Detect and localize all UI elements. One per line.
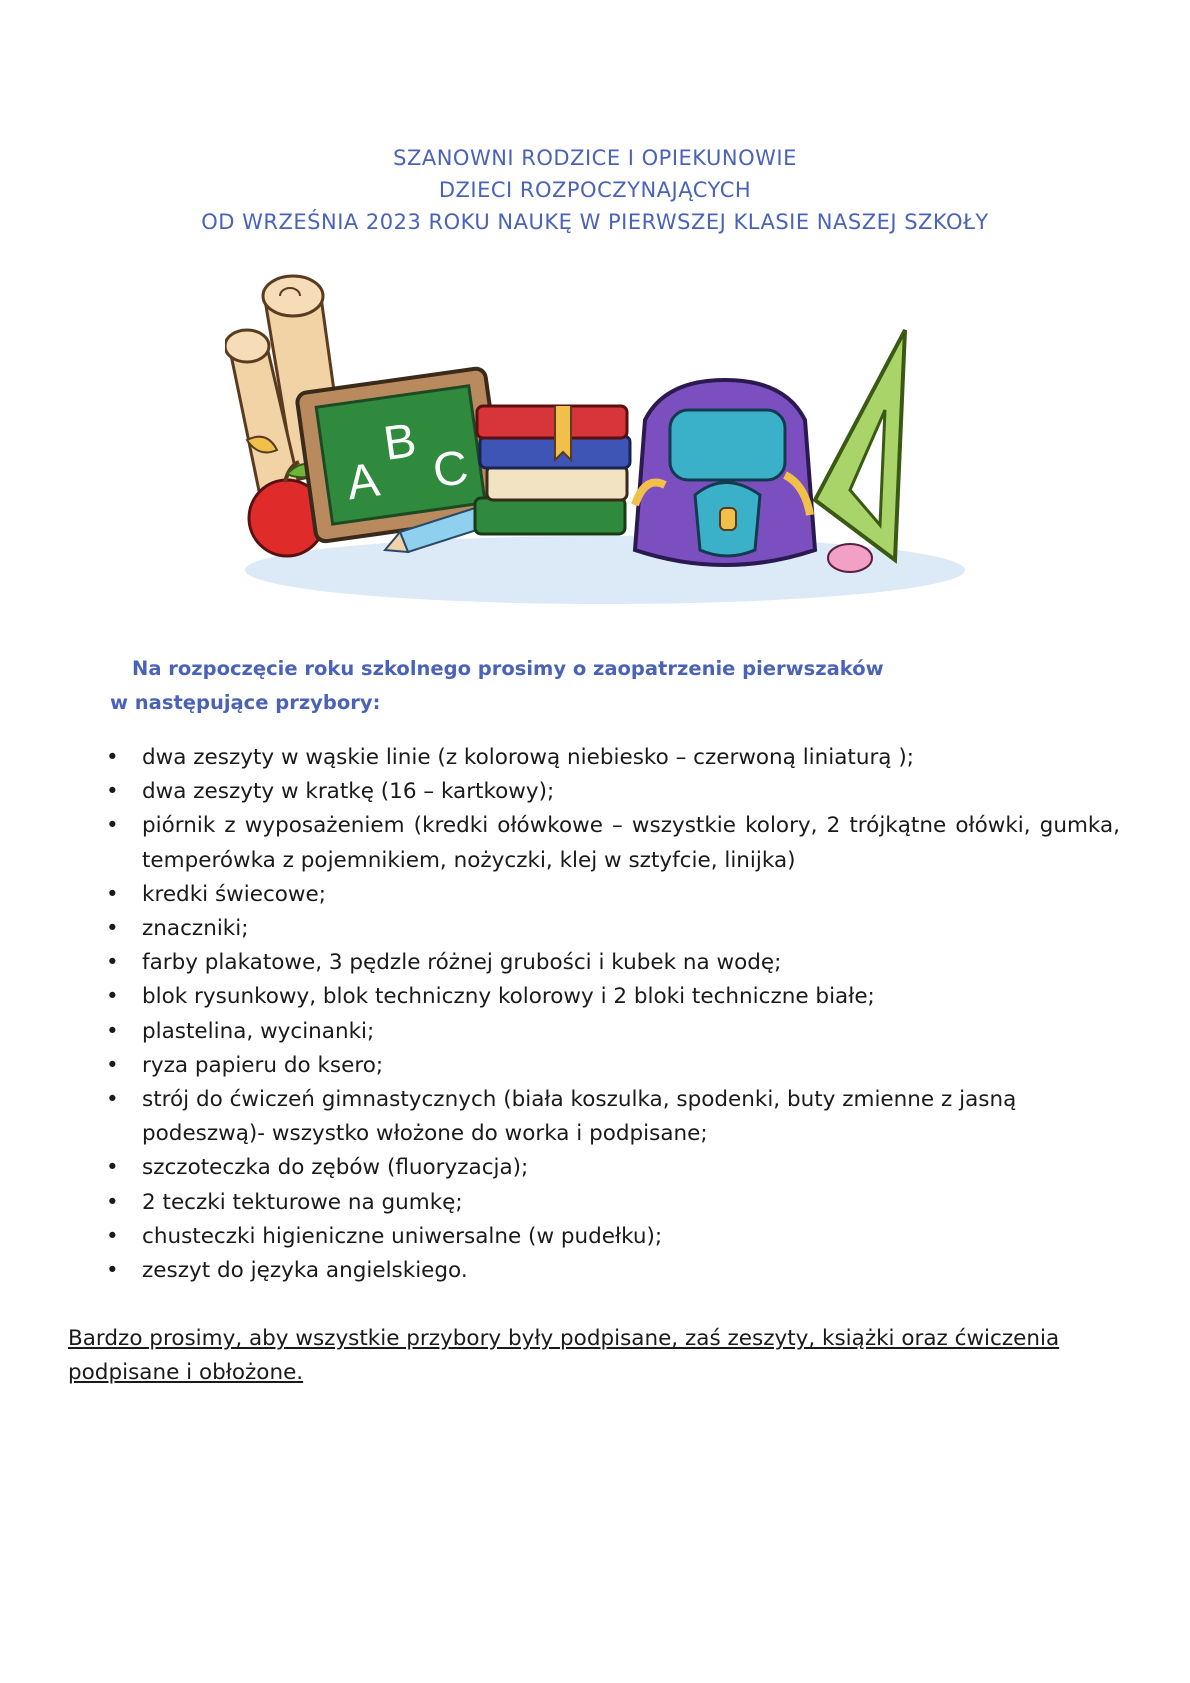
list-item: • znaczniki; [106, 916, 249, 942]
list-item: • blok rysunkowy, blok techniczny kolorowy i 2 bloki techniczne białe; [106, 984, 875, 1010]
list-item: • kredki świecowe; [106, 881, 326, 907]
list-item: • szczoteczka do zębów (fluoryzacja); [106, 1155, 529, 1181]
eraser-icon [828, 544, 872, 572]
closing-note: Bardzo prosimy, aby wszystkie przybory były podpisane, zaś zeszyty, książki oraz ćwiczenia podpisane i obłożone. [68, 1326, 1060, 1385]
list-item: • chusteczki higieniczne uniwersalne (w pudełku); [106, 1223, 663, 1249]
list-item: • piórnik z wyposażeniem (kredki ołówkowe – wszystkie kolory, 2 trójkątne ołówki, gumka, temperówka z pojemnikiem, nożyczki, klej w sztyfcie, linijka) [106, 813, 1120, 873]
supplies-list [100, 741, 1120, 1288]
intro-line-1: Na rozpoczęcie roku szkolnego prosimy o zaopatrzenie pierwszaków [132, 657, 884, 680]
list-item: • 2 teczki tekturowe na gumkę; [106, 1189, 463, 1215]
list-item: • dwa zeszyty w wąskie linie (z kolorową niebiesko – czerwoną liniaturą ); [106, 745, 914, 770]
list-item: • zeszyt do języka angielskiego. [106, 1258, 468, 1284]
list-item: • strój do ćwiczeń gimnastycznych (biała koszulka, spodenki, buty zmienne z jasną podeszwą)- wszystko włożone do worka i podpisane; [106, 1087, 1017, 1147]
list-item: • farby plakatowe, 3 pędzle różnej grubości i kubek na wodę; [106, 950, 782, 976]
set-square-icon [815, 330, 905, 560]
heading-line-3: OD WRZEŚNIA 2023 ROKU NAUKĘ W PIERWSZEJ KLASIE NASZEJ SZKOŁY [201, 210, 989, 234]
chalkboard-letter-b: B [380, 413, 420, 471]
heading-line-2: DZIECI ROZPOCZYNAJĄCYCH [438, 178, 752, 202]
intro-line-2: w następujące przybory: [110, 691, 381, 714]
chalkboard-letter-c: C [429, 440, 472, 499]
backpack-icon [635, 380, 815, 565]
school-supplies-illustration [225, 270, 985, 610]
list-item: • dwa zeszyty w kratkę (16 – kartkowy); [106, 779, 555, 805]
chalkboard-letter-a: A [343, 453, 383, 511]
heading-line-1: SZANOWNI RODZICE I OPIEKUNOWIE [393, 146, 797, 170]
books-stack-icon [475, 406, 630, 534]
page-heading [0, 142, 1190, 238]
list-item: • plastelina, wycinanki; [106, 1018, 375, 1044]
intro-text [110, 652, 1010, 720]
list-item: • ryza papieru do ksero; [106, 1052, 384, 1078]
